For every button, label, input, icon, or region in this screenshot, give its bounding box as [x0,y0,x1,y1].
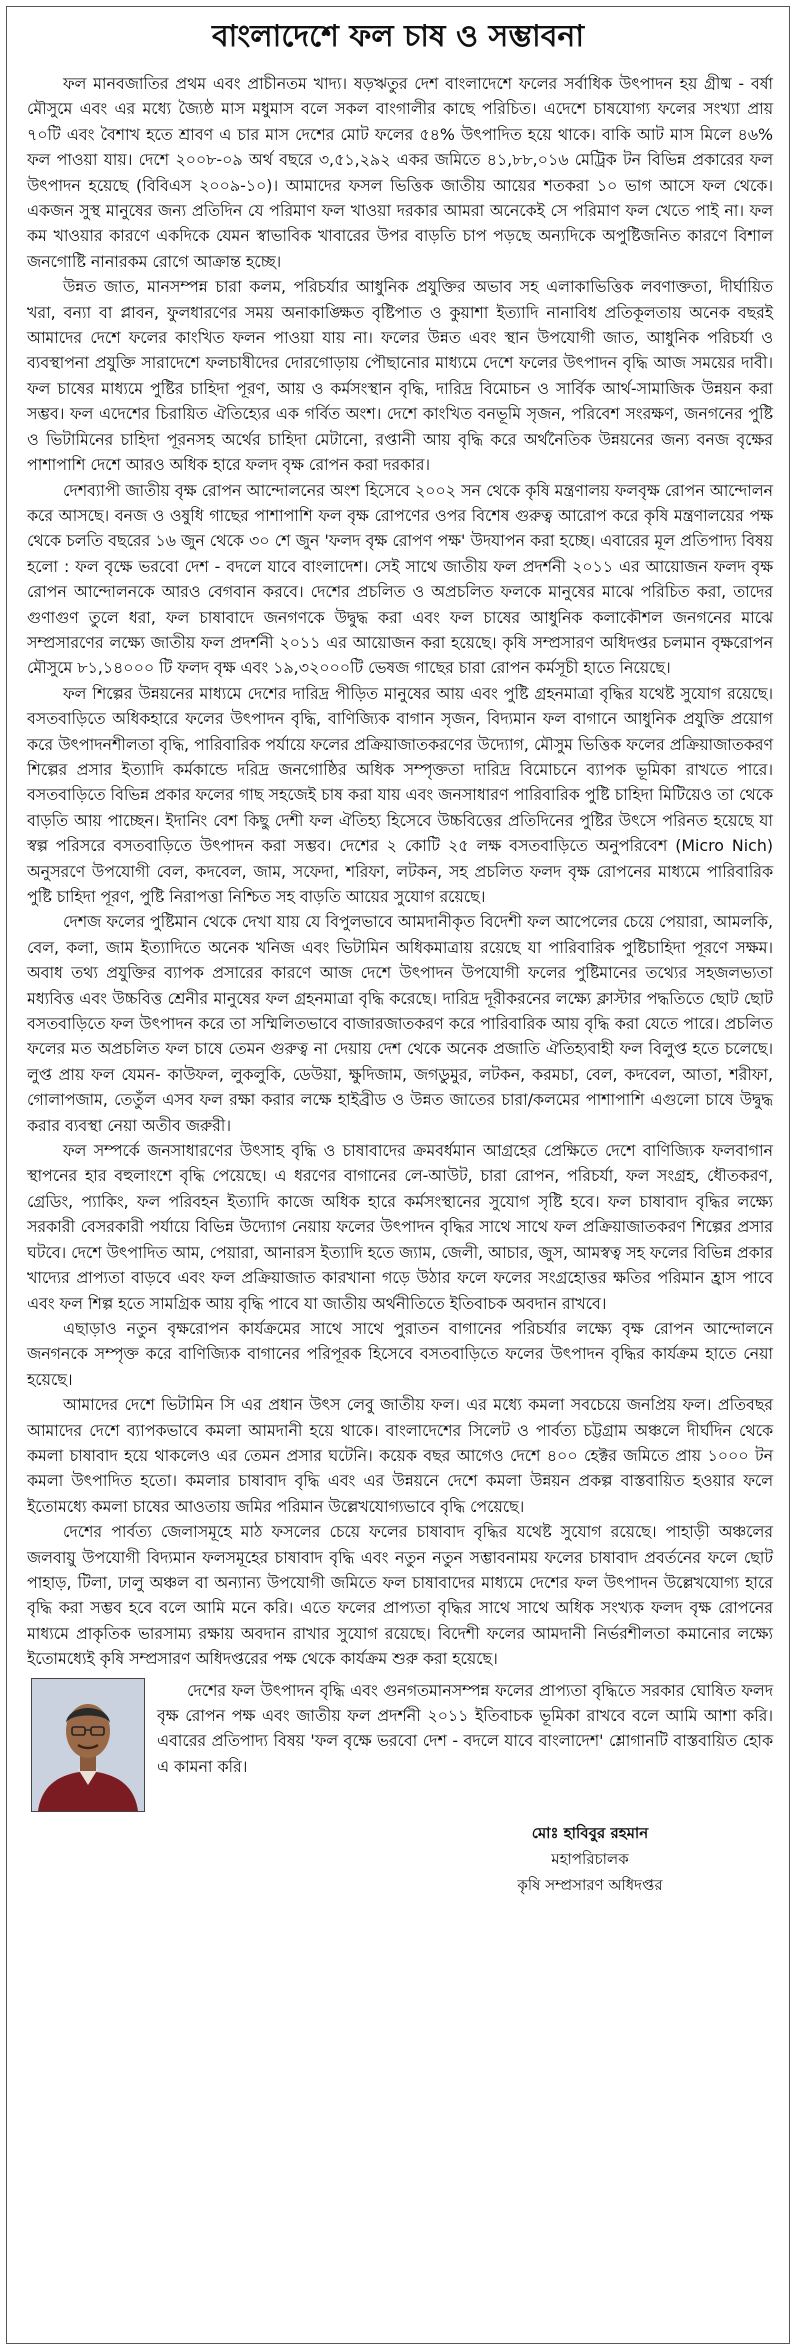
signature-office: কৃষি সম্প্রসারণ অধিদপ্তর [517,1875,663,1894]
article-title: বাংলাদেশে ফল চাষ ও সম্ভাবনা [211,19,585,54]
closing-section [27,1678,773,1812]
signature-name: মোঃ হাবিবুর রহমান [531,1823,649,1842]
signature-block [407,1820,773,1898]
paragraph-4: ফল শিল্পের উন্নয়নের মাধ্যমে দেশের দারিদ্র পীড়িত মানুষের আয় এবং পুষ্টি গ্রহনমাত্রা বৃদ্ধির যথেষ্ট সুযোগ রয়েছে। বসতবাড়িতে অধিকহারে ফলের উৎপাদন বৃদ্ধি, বাণিজ্যিক বাগান সৃজন, বিদ্যমান ফল বাগানে আধুনিক প্রযুক্তি প্রয়োগ করে উৎপাদনশীলতা বৃদ্ধি, পারিবারিক পর্যায়ে ফলের প্রক্রিয়াজাতকরণের উদ্যোগ, মৌসুম ভিত্তিক ফলের প্রক্রিয়াজাতকরণ শিল্পের প্রসার ইত্যাদি কর্মকান্ডে দরিদ্র জনগোষ্ঠির অধিক সম্পৃক্ততা দারিদ্র বিমোচনে ব্যাপক ভূমিকা রাখতে পারে। বসতবাড়িতে বিভিন্ন প্রকার ফলের গাছ সহজেই চাষ করা যায় এবং জনসাধারণ পারিবারিক পুষ্টি চাহিদা মিটিয়েও তা থেকে বাড়তি আয় পাচ্ছেন। ইদানিং বেশ কিছু দেশী ফল ঐতিহ্য হিসেবে উচ্চবিত্তের প্রতিদিনের পুষ্টির উৎসে পরিনত হয়েছে যা স্বল্প পরিসরে বসতবাড়িতে উৎপাদন করা সম্ভব। দেশের ২ কোটি ২৫ লক্ষ বসতবাড়িতে অনুপরিবেশ (Micro Nich) অনুসরণে উপযোগী বেল, কদবেল, জাম, সফেদা, শরিফা, লটকন, সহ প্রচলিত ফলদ বৃক্ষ রোপনের মাধ্যমে পারিবারিক পুষ্টি চাহিদা পূরণ, পুষ্টি নিরাপত্তা নিশ্চিত সহ বাড়তি আয়ের সুযোগ রয়েছে। [27,683,773,906]
paragraph-6: ফল সম্পর্কে জনসাধারণের উৎসাহ বৃদ্ধি ও চাষাবাদের ক্রমবর্ধমান আগ্রহের প্রেক্ষিতে দেশে বাণিজ্যিক ফলবাগান স্থাপনের হার বহুলাংশে বৃদ্ধি পেয়েছে। এ ধরণের বাগানের লে-আউট, চারা রোপন, পরিচর্যা, ফল সংগ্রহ, ধৌতকরণ, গ্রেডিং, প্যাকিং, ফল পরিবহন ইত্যাদি কাজে অধিক হারে কর্মসংস্থানের সুযোগ সৃষ্টি হবে। ফল চাষাবাদ বৃদ্ধির লক্ষ্যে সরকারী বেসরকারী পর্যায়ে বিভিন্ন উদ্যোগ নেয়ায় ফলের উৎপাদন বৃদ্ধির সাথে সাথে ফল প্রক্রিয়াজাতকরণ শিল্পের প্রসার ঘটবে। দেশে উৎপাদিত আম, পেয়ারা, আনারস ইত্যাদি হতে জ্যাম, জেলী, আচার, জুস, আমস্বত্ব সহ ফলের বিভিন্ন প্রকার খাদ্যের প্রাপ্যতা বাড়বে এবং ফল প্রক্রিয়াজাত কারখানা গড়ে উঠার ফলে ফলের সংগ্রহোত্তর ক্ষতির পরিমান হ্রাস পাবে এবং ফল শিল্প হতে সামগ্রিক আয় বৃদ্ধি পাবে যা জাতীয় অর্থনীতিতে ইতিবাচক অবদান রাখবে। [27,1141,773,1313]
closing-text: দেশের ফল উৎপাদন বৃদ্ধি এবং গুনগতমানসম্পন্ন ফলের প্রাপ্যতা বৃদ্ধিতে সরকার ঘোষিত ফলদ বৃক্ষ রোপন পক্ষ এবং জাতীয় ফল প্রদর্শনী ২০১১ ইতিবাচক ভূমিকা রাখবে বলে আমি আশা করি। এবারের প্রতিপাদ্য বিষয় 'ফল বৃক্ষে ভরবো দেশ - বদলে যাবে বাংলাদেশ' শ্লোগানটি বাস্তবায়িত হোক এ কামনা করি। [157,1680,773,1776]
signature-designation: মহাপরিচালক [551,1849,629,1868]
paragraph-5: দেশজ ফলের পুষ্টিমান থেকে দেখা যায় যে বিপুলভাবে আমদানীকৃত বিদেশী ফল আপেলের চেয়ে পেয়ারা, আমলকি, বেল, কলা, জাম ইত্যাদিতে অনেক খনিজ এবং ভিটামিন অধিকমাত্রায় রয়েছে যা পারিবারিক পুষ্টিচাহিদা পূরণে সক্ষম। অবাধ তথ্য প্রযুক্তির ব্যাপক প্রসারের কারণে আজ দেশে উৎপাদন উপযোগী ফলের পুষ্টিমানের তথ্যের সহজলভ্যতা মধ্যবিত্ত এবং উচ্চবিত্ত শ্রেনীর মানুষের ফল গ্রহনমাত্রা বৃদ্ধি করেছে। দারিদ্র দূরীকরনের লক্ষ্যে ক্লাস্টার পদ্ধতিতে ছোট ছোট বসতবাড়িতে ফল উৎপাদন করে তা সম্মিলিতভাবে বাজারজাতকরণ করে পারিবারিক আয় বৃদ্ধি করা যেতে পারে। প্রচলিত ফলের মত অপ্রচলিত ফল চাষে তেমন গুরুত্ব না দেয়ায় দেশ থেকে অনেক প্রজাতি ঐতিহ্যবাহী ফল বিলুপ্ত হতে চলেছে। লুপ্ত প্রায় ফল যেমন- কাউফল, লুকলুকি, ডেউয়া, ক্ষুদিজাম, জগডুমুর, লটকন, করমচা, বেল, কদবেল, আতা, শরীফা, গোলাপজাম, তেতুঁল এসব ফল রক্ষা করার লক্ষে হাইব্রীড ও উন্নত জাতের চারা/কলমের পাশাপাশি এগুলো চাষে উদ্বুদ্ধ করার ব্যবস্থা নেয়া অতীব জরুরী। [27,912,773,1135]
paragraph-1: ফল মানবজাতির প্রথম এবং প্রাচীনতম খাদ্য। ষড়ঋতুর দেশ বাংলাদেশে ফলের সর্বাধিক উৎপাদন হয় গ্রীষ্ম - বর্ষা মৌসুমে এবং এর মধ্যে জ্যৈষ্ঠ মাস মধুমাস বলে সকল বাংগালীর কাছে পরিচিত। এদেশে চাষযোগ্য ফলের সংখ্যা প্রায় ৭০টি এবং বৈশাখ হতে শ্রাবণ এ চার মাস দেশের মোট ফলের ৫৪% উৎপাদিত হয়ে থাকে। বাকি আট মাস মিলে ৪৬% ফল পাওয়া যায়। দেশে ২০০৮-০৯ অর্থ বছরে ৩,৫১,২৯২ একর জমিতে ৪১,৮৮,০১৬ মেট্রিক টন বিভিন্ন প্রকারের ফল উৎপাদন হয়েছে (বিবিএস ২০০৯-১০)। আমাদের ফসল ভিত্তিক জাতীয় আয়ের শতকরা ১০ ভাগ আসে ফল থেকে। একজন সুস্থ মানুষের জন্য প্রতিদিন যে পরিমাণ ফল খাওয়া দরকার আমরা অনেকেই সে পরিমাণ ফল খেতে পাই না। ফল কম খাওয়ার কারণে একদিকে যেমন স্বাভাবিক খাবারের উপর বাড়তি চাপ পড়ছে অন্যদিকে অপুষ্টিজনিত কারণে বিশাল জনগোষ্টি নানারকম রোগে আক্রান্ত হচ্ছে। [27,74,773,271]
article-body [7,71,789,1898]
paragraph-2: উন্নত জাত, মানসম্পন্ন চারা কলম, পরিচর্যার আধুনিক প্রযুক্তির অভাব সহ এলাকাভিত্তিক লবণাক্ততা, দীর্ঘায়িত খরা, বন্যা বা প্লাবন, ফুলধারণের সময় অনাকাঙ্ক্ষিত বৃষ্টিপাত ও কুয়াশা ইত্যাদি নানাবিধ প্রতিকূলতায় অনেক বছরই আমাদের দেশে ফলের কাংখিত ফলন পাওয়া যায় না। ফলের উন্নত এবং স্থান উপযোগী জাত, আধুনিক পরিচর্যা ও ব্যবস্থাপনা প্রযুক্তি সারাদেশে ফলচাষীদের দোরগোড়ায় পৌছানোর মাধ্যমে দেশে ফলের উৎপাদন বৃদ্ধি আজ সময়ের দাবী। ফল চাষের মাধ্যমে পুষ্টির চাহিদা পূরণ, আয় ও কর্মসংস্থান বৃদ্ধি, দারিদ্র বিমোচন ও সার্বিক আর্থ-সামাজিক উন্নয়ন করা সম্ভব। ফল এদেশের চিরায়িত ঐতিহ্যের এক গর্বিত অংশ। দেশে কাংখিত বনভূমি সৃজন, পরিবেশ সংরক্ষণ, জনগনের পুষ্টি ও ভিটামিনের চাহিদা পূরনসহ অর্থের চাহিদা মেটানো, রপ্তানী আয় বৃদ্ধি করে অর্থনৈতিক উন্নয়নের জন্য বনজ বৃক্ষের পাশাপাশি দেশে আরও অধিক হারে ফলদ বৃক্ষ রোপন করা দরকার। [27,277,773,475]
paragraph-9: দেশের পার্বত্য জেলাসমূহে মাঠ ফসলের চেয়ে ফলের চাষাবাদ বৃদ্ধির যথেষ্ট সুযোগ রয়েছে। পাহাড়ী অঞ্চলের জলবায়ু উপযোগী বিদ্যমান ফলসমূহের চাষাবাদ বৃদ্ধি এবং নতুন নতুন সম্ভাবনাময় ফলের চাষাবাদ প্রবর্তনের ফলে ছোট পাহাড়, টিলা, ঢালু অঞ্চল বা অন্যান্য উপযোগী জমিতে ফল চাষাবাদের মাধ্যমে দেশের ফল উৎপাদন উল্লেখযোগ্য হারে বৃদ্ধি করা সম্ভব হবে বলে আমি মনে করি। এতে ফলের প্রাপ্যতা বৃদ্ধির সাথে সাথে অধিক সংখ্যক ফলদ বৃক্ষ রোপনের মাধ্যমে প্রাকৃতিক ভারসাম্য রক্ষায় অবদান রাখার সুযোগ রয়েছে। বিদেশী ফলের আমদানী নির্ভরশীলতা কমানোর লক্ষ্যে ইতোমধ্যেই কৃষি সম্প্রসারণ অধিদপ্তরের পক্ষ থেকে কার্যক্রম শুরু করা হয়েছে। [27,1522,773,1669]
article-frame [6,6,790,2344]
author-portrait-image [32,1679,144,1811]
paragraph-3: দেশব্যাপী জাতীয় বৃক্ষ রোপন আন্দোলনের অংশ হিসেবে ২০০২ সন থেকে কৃষি মন্ত্রণালয় ফলবৃক্ষ রোপন আন্দোলন করে আসছে। বনজ ও ওষুধি গাছের পাশাপাশি ফল বৃক্ষ রোপণের ওপর বিশেষ গুরুত্ব আরোপ করে কৃষি মন্ত্রণালয়ের পক্ষ থেকে চলতি বছরের ১৬ জুন থেকে ৩০ শে জুন 'ফলদ বৃক্ষ রোপণ পক্ষ' উদযাপন করা হচ্ছে। এবারের মূল প্রতিপাদ্য বিষয় হলো : ফল বৃক্ষে ভরবো দেশ - বদলে যাবে বাংলাদেশ। সেই সাথে জাতীয় ফল প্রদর্শনী ২০১১ এর আয়োজন ফলদ বৃক্ষ রোপন আন্দোলনকে আরও বেগবান করবে। দেশের প্রচলিত ও অপ্রচলিত ফলকে মানুষের মাঝে পরিচিত করা, তাদের গুণাগুণ তুলে ধরা, ফল চাষাবাদে জনগণকে উদ্বুদ্ধ করা এবং ফল চাষের আধুনিক কলাকৌশল জনগনের মাঝে সম্প্রসারণের লক্ষ্যে জাতীয় ফল প্রদর্শনী ২০১১ এর আয়োজন করা হয়েছে। কৃষি সম্প্রসারণ অধিদপ্তর চলমান বৃক্ষরোপন মৌসুমে ৮১,১৪০০০ টি ফলদ বৃক্ষ এবং ১৯,৩২০০০টি ভেষজ গাছের চারা রোপন কর্মসূচী হাতে নিয়েছে। [27,480,774,678]
paragraph-7: এছাড়াও নতুন বৃক্ষরোপন কার্যক্রমের সাথে সাথে পুরাতন বাগানের পরিচর্যার লক্ষ্যে বৃক্ষ রোপন আন্দোলনে জনগনকে সম্পৃক্ত করে বাণিজ্যিক বাগানের পরিপূরক হিসেবে বসতবাড়িতে ফলের উৎপাদন বৃদ্ধির কার্যক্রম হাতে নেয়া হয়েছে। [27,1318,773,1389]
paragraph-8: আমাদের দেশে ভিটামিন সি এর প্রধান উৎস লেবু জাতীয় ফল। এর মধ্যে কমলা সবচেয়ে জনপ্রিয় ফল। প্রতিবছর আমাদের দেশে ব্যাপকভাবে কমলা আমদানী হয়ে থাকে। বাংলাদেশের সিলেট ও পার্বত্য চট্টগ্রাম অঞ্চলে দীর্ঘদিন থেকে কমলা চাষাবাদ হয়ে থাকলেও এর তেমন প্রসার ঘটেনি। কয়েক বছর আগেও দেশে ৪০০ হেক্টর জমিতে প্রায় ১০০০ টন কমলা উৎপাদিত হতো। কমলার চাষাবাদ বৃদ্ধি এবং এর উন্নয়নে দেশে কমলা উন্নয়ন প্রকল্প বাস্তবায়িত হওয়ার ফলে ইতোমধ্যে কমলা চাষের আওতায় জমির পরিমান উল্লেখযোগ্যভাবে বৃদ্ধি পেয়েছে। [27,1395,773,1516]
author-photo [31,1678,145,1812]
